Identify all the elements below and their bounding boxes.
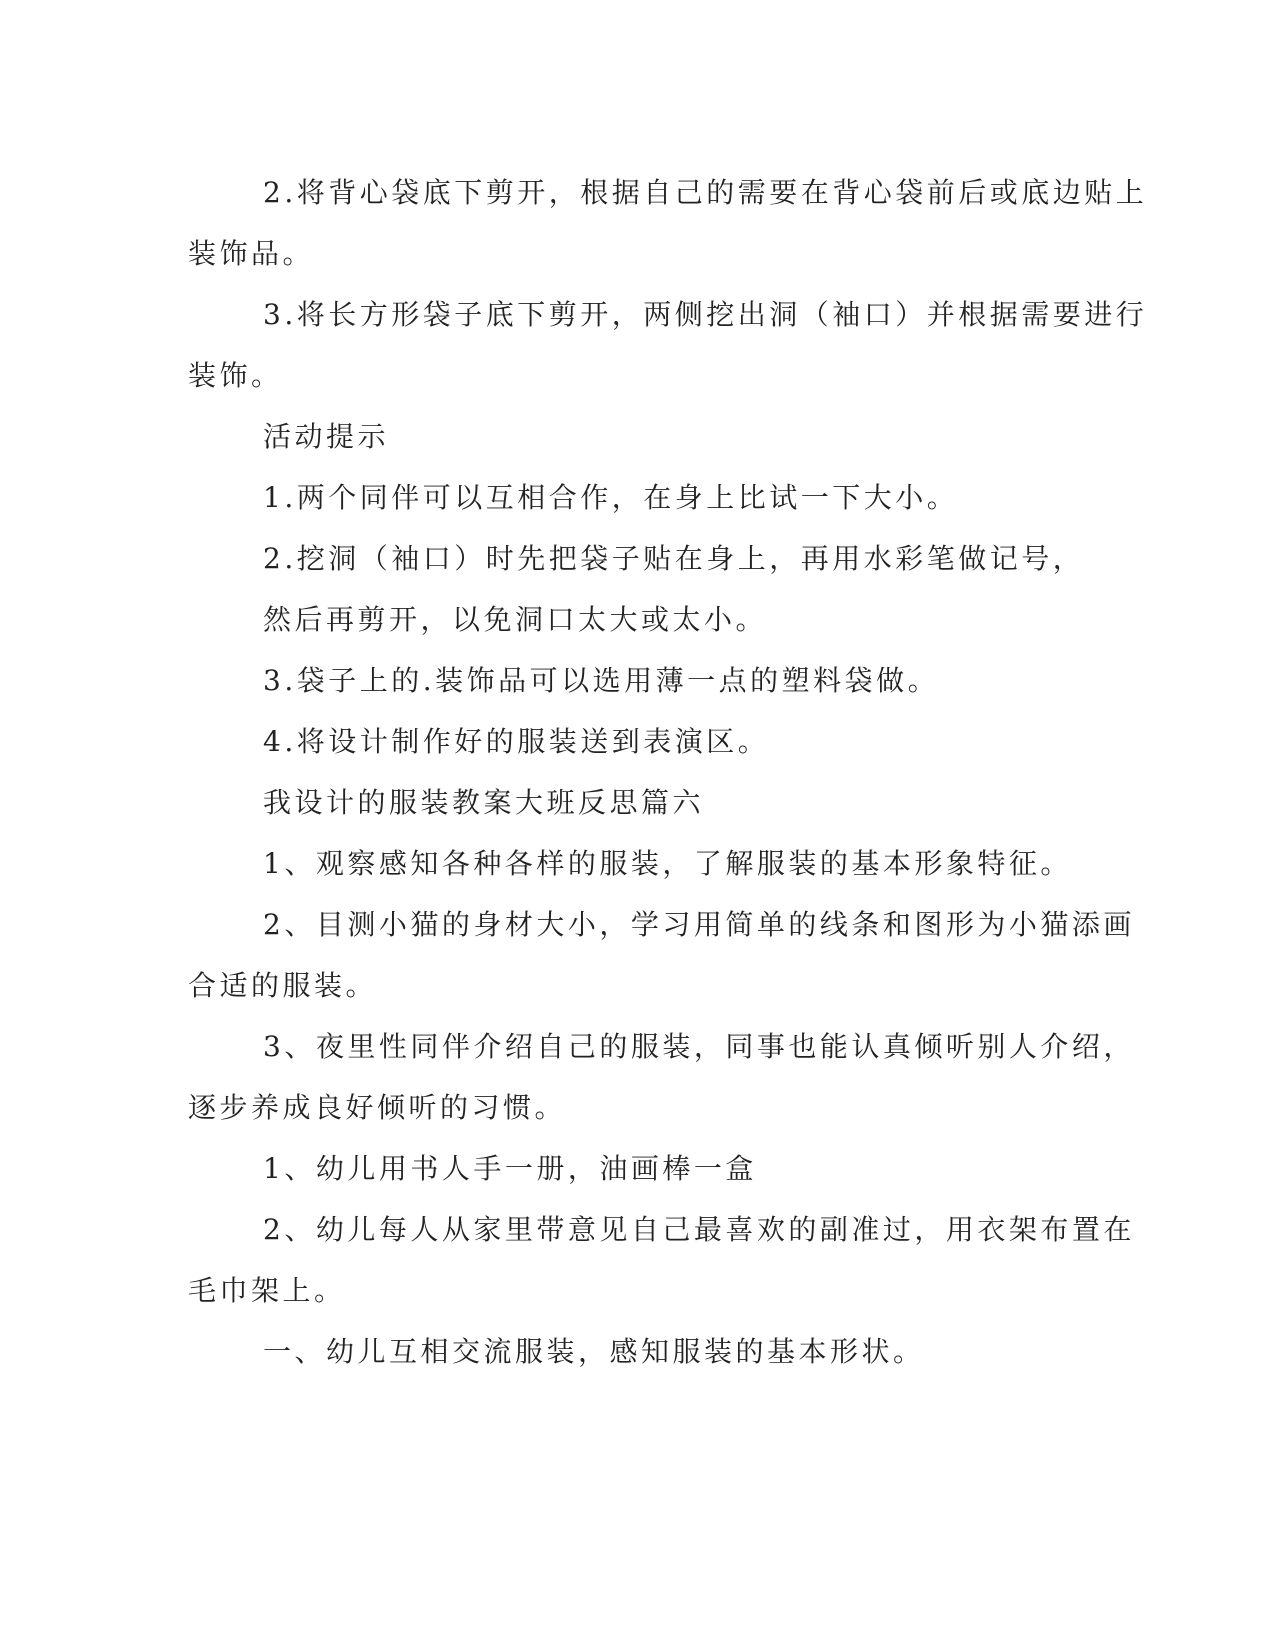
document-body bbox=[188, 162, 1148, 1382]
text-line: 1.两个同伴可以互相合作，在身上比试一下大小。 bbox=[263, 481, 959, 514]
text-line: 逐步养成良好倾听的习惯。 bbox=[188, 1091, 567, 1124]
text-line: 装饰品。 bbox=[188, 237, 315, 270]
text-line: 2.将背心袋底下剪开，根据自己的需要在背心袋前后或底边贴上 bbox=[263, 176, 1148, 209]
text-line: 3.将长方形袋子底下剪开，两侧挖出洞（袖口）并根据需要进行 bbox=[263, 298, 1148, 331]
text-line: 一、幼儿互相交流服装，感知服装的基本形状。 bbox=[263, 1335, 925, 1368]
section-heading: 我设计的服装教案大班反思篇六 bbox=[263, 786, 705, 819]
text-line: 3、夜里性同伴介绍自己的服装，同事也能认真倾听别人介绍， bbox=[263, 1030, 1135, 1063]
text-line: 4.将设计制作好的服装送到表演区。 bbox=[263, 725, 770, 758]
text-line: 合适的服装。 bbox=[188, 969, 378, 1002]
text-line: 1、幼儿用书人手一册，油画棒一盒 bbox=[263, 1152, 757, 1185]
section-heading: 活动提示 bbox=[263, 420, 390, 453]
text-line: 毛巾架上。 bbox=[188, 1274, 346, 1307]
text-line: 然后再剪开，以免洞口太大或太小。 bbox=[263, 603, 768, 636]
text-line: 2.挖洞（袖口）时先把袋子贴在身上，再用水彩笔做记号， bbox=[263, 542, 1085, 575]
text-line: 装饰。 bbox=[188, 359, 283, 392]
text-line: 1、观察感知各种各样的服装，了解服装的基本形象特征。 bbox=[263, 847, 1072, 880]
text-line: 2、幼儿每人从家里带意见自己最喜欢的副准过，用衣架布置在 bbox=[263, 1213, 1135, 1246]
text-line: 3.袋子上的.装饰品可以选用薄一点的塑料袋做。 bbox=[263, 664, 940, 697]
text-line: 2、目测小猫的身材大小，学习用简单的线条和图形为小猫添画 bbox=[263, 908, 1135, 941]
